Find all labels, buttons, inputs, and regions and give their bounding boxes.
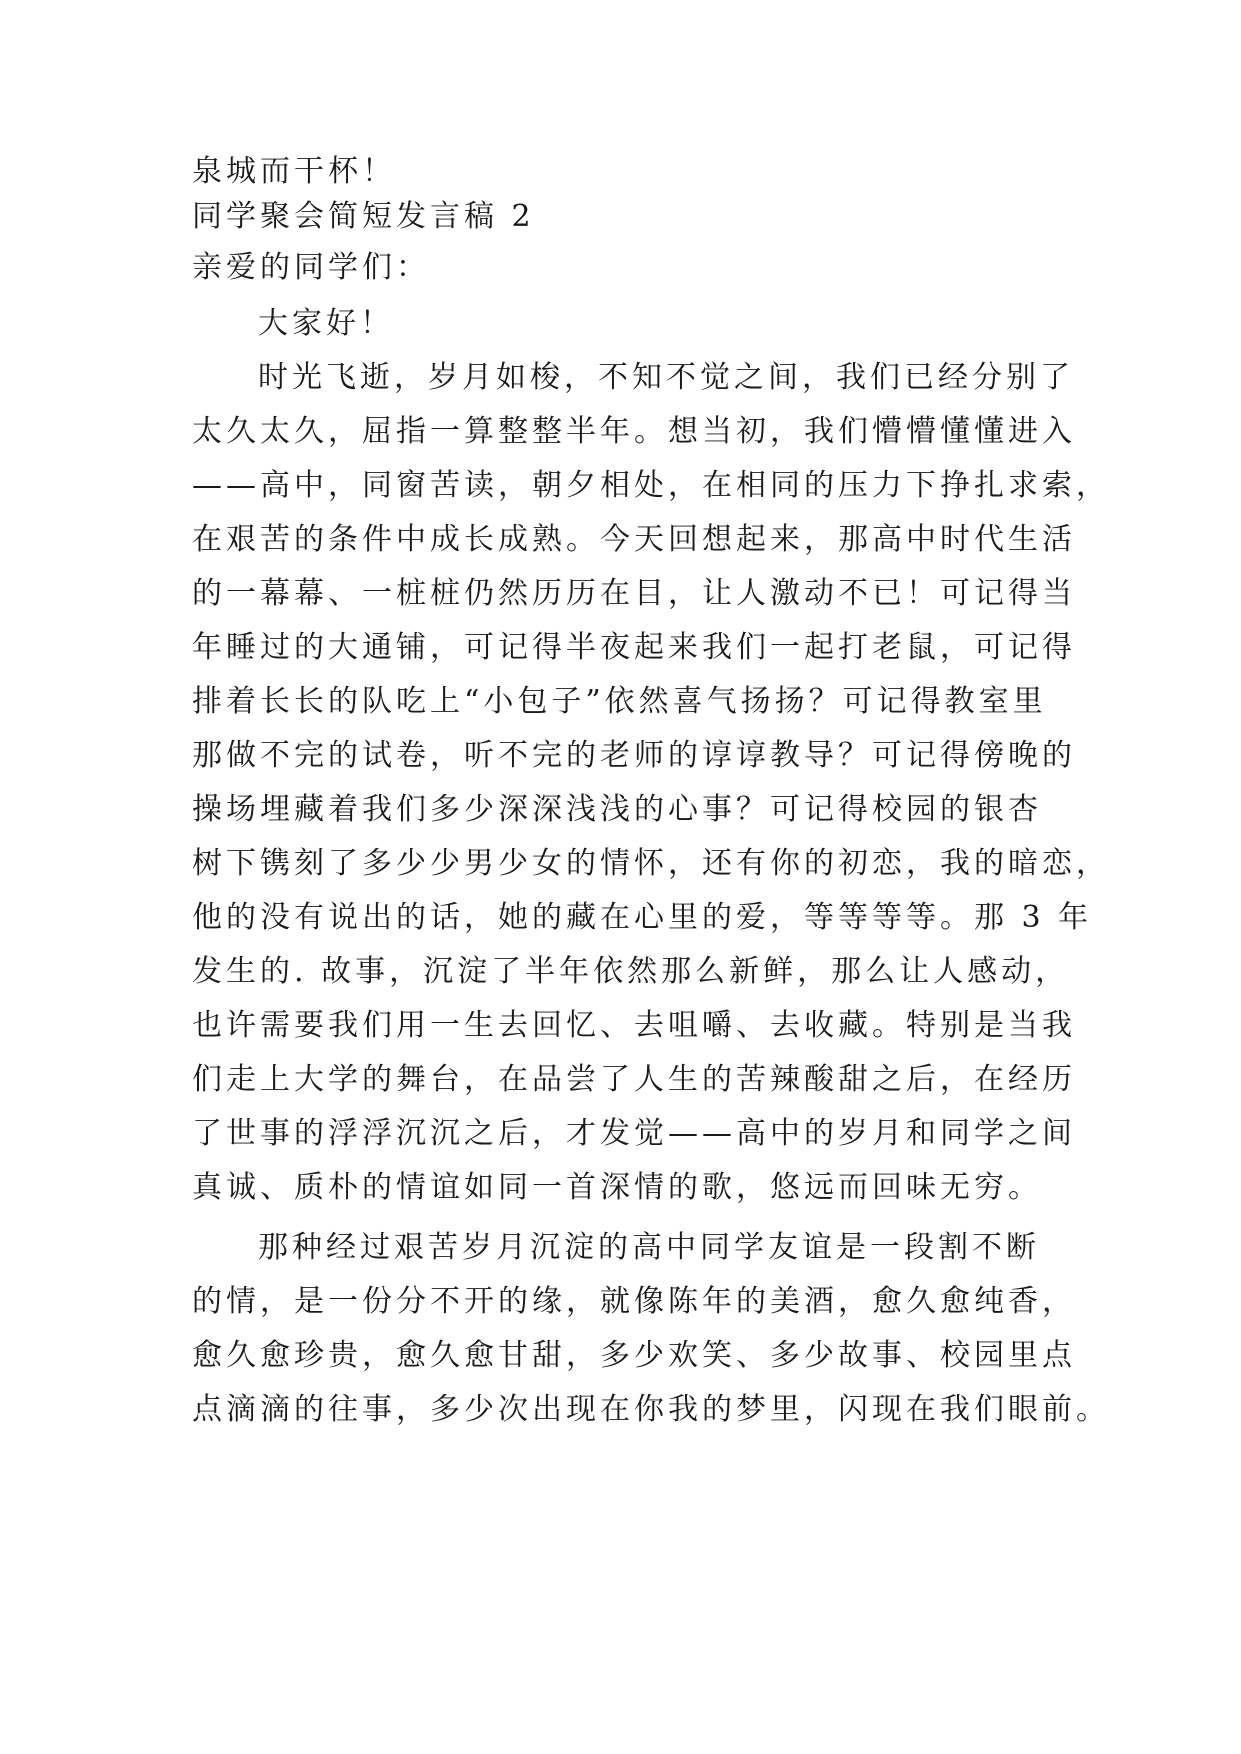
paragraph-line: 真诚、质朴的情谊如同一首深情的歌，悠远而回味无穷。 bbox=[192, 1170, 1042, 1205]
paragraph-line: 们走上大学的舞台，在品尝了人生的苦辣酸甜之后，在经历 bbox=[192, 1062, 1076, 1097]
salutation: 亲爱的同学们： bbox=[192, 250, 430, 285]
paragraph-line: 在艰苦的条件中成长成熟。今天回想起来，那高中时代生活 bbox=[192, 522, 1076, 557]
paragraph-line: 点滴滴的往事，多少次出现在你我的梦里，闪现在我们眼前。 bbox=[192, 1392, 1110, 1427]
paragraph-line: 也许需要我们用一生去回忆、去咀嚼、去收藏。特别是当我 bbox=[192, 1008, 1076, 1043]
paragraph-line: 年睡过的大通铺，可记得半夜起来我们一起打老鼠，可记得 bbox=[192, 630, 1076, 665]
paragraph-line: 的情，是一份分不开的缘，就像陈年的美酒，愈久愈纯香， bbox=[192, 1284, 1076, 1319]
paragraph-line: 排着长长的队吃上“小包子”依然喜气扬扬？可记得教室里 bbox=[192, 684, 1047, 719]
paragraph-line: ——高中，同窗苦读，朝夕相处，在相同的压力下挣扎求索， bbox=[192, 468, 1110, 503]
paragraph-line: 操场埋藏着我们多少深深浅浅的心事？可记得校园的银杏 bbox=[192, 792, 1042, 827]
paragraph-line: 他的没有说出的话，她的藏在心里的爱，等等等等。那 3 年 bbox=[192, 900, 1093, 935]
paragraph-line: 发生的. 故事，沉淀了半年依然那么新鲜，那么让人感动， bbox=[192, 954, 1070, 989]
text-line: 泉城而干杯！ bbox=[192, 154, 396, 189]
paragraph-line: 的一幕幕、一桩桩仍然历历在目，让人激动不已！可记得当 bbox=[192, 576, 1076, 611]
paragraph-line: 那种经过艰苦岁月沉淀的高中同学友谊是一段割不断 bbox=[258, 1230, 1040, 1265]
greeting: 大家好！ bbox=[258, 306, 394, 341]
paragraph-line: 太久太久，屈指一算整整半年。想当初，我们懵懵懂懂进入 bbox=[192, 414, 1076, 449]
paragraph-line: 愈久愈珍贵，愈久愈甘甜，多少欢笑、多少故事、校园里点 bbox=[192, 1338, 1076, 1373]
paragraph-line: 那做不完的试卷，听不完的老师的谆谆教导？可记得傍晚的 bbox=[192, 738, 1076, 773]
paragraph-line: 树下镌刻了多少少男少女的情怀，还有你的初恋，我的暗恋， bbox=[192, 846, 1110, 881]
paragraph-line: 时光飞逝，岁月如梭，不知不觉之间，我们已经分别了 bbox=[258, 360, 1074, 395]
section-heading: 同学聚会简短发言稿 2 bbox=[192, 199, 535, 234]
paragraph-line: 了世事的浮浮沉沉之后，才发觉——高中的岁月和同学之间 bbox=[192, 1116, 1076, 1151]
